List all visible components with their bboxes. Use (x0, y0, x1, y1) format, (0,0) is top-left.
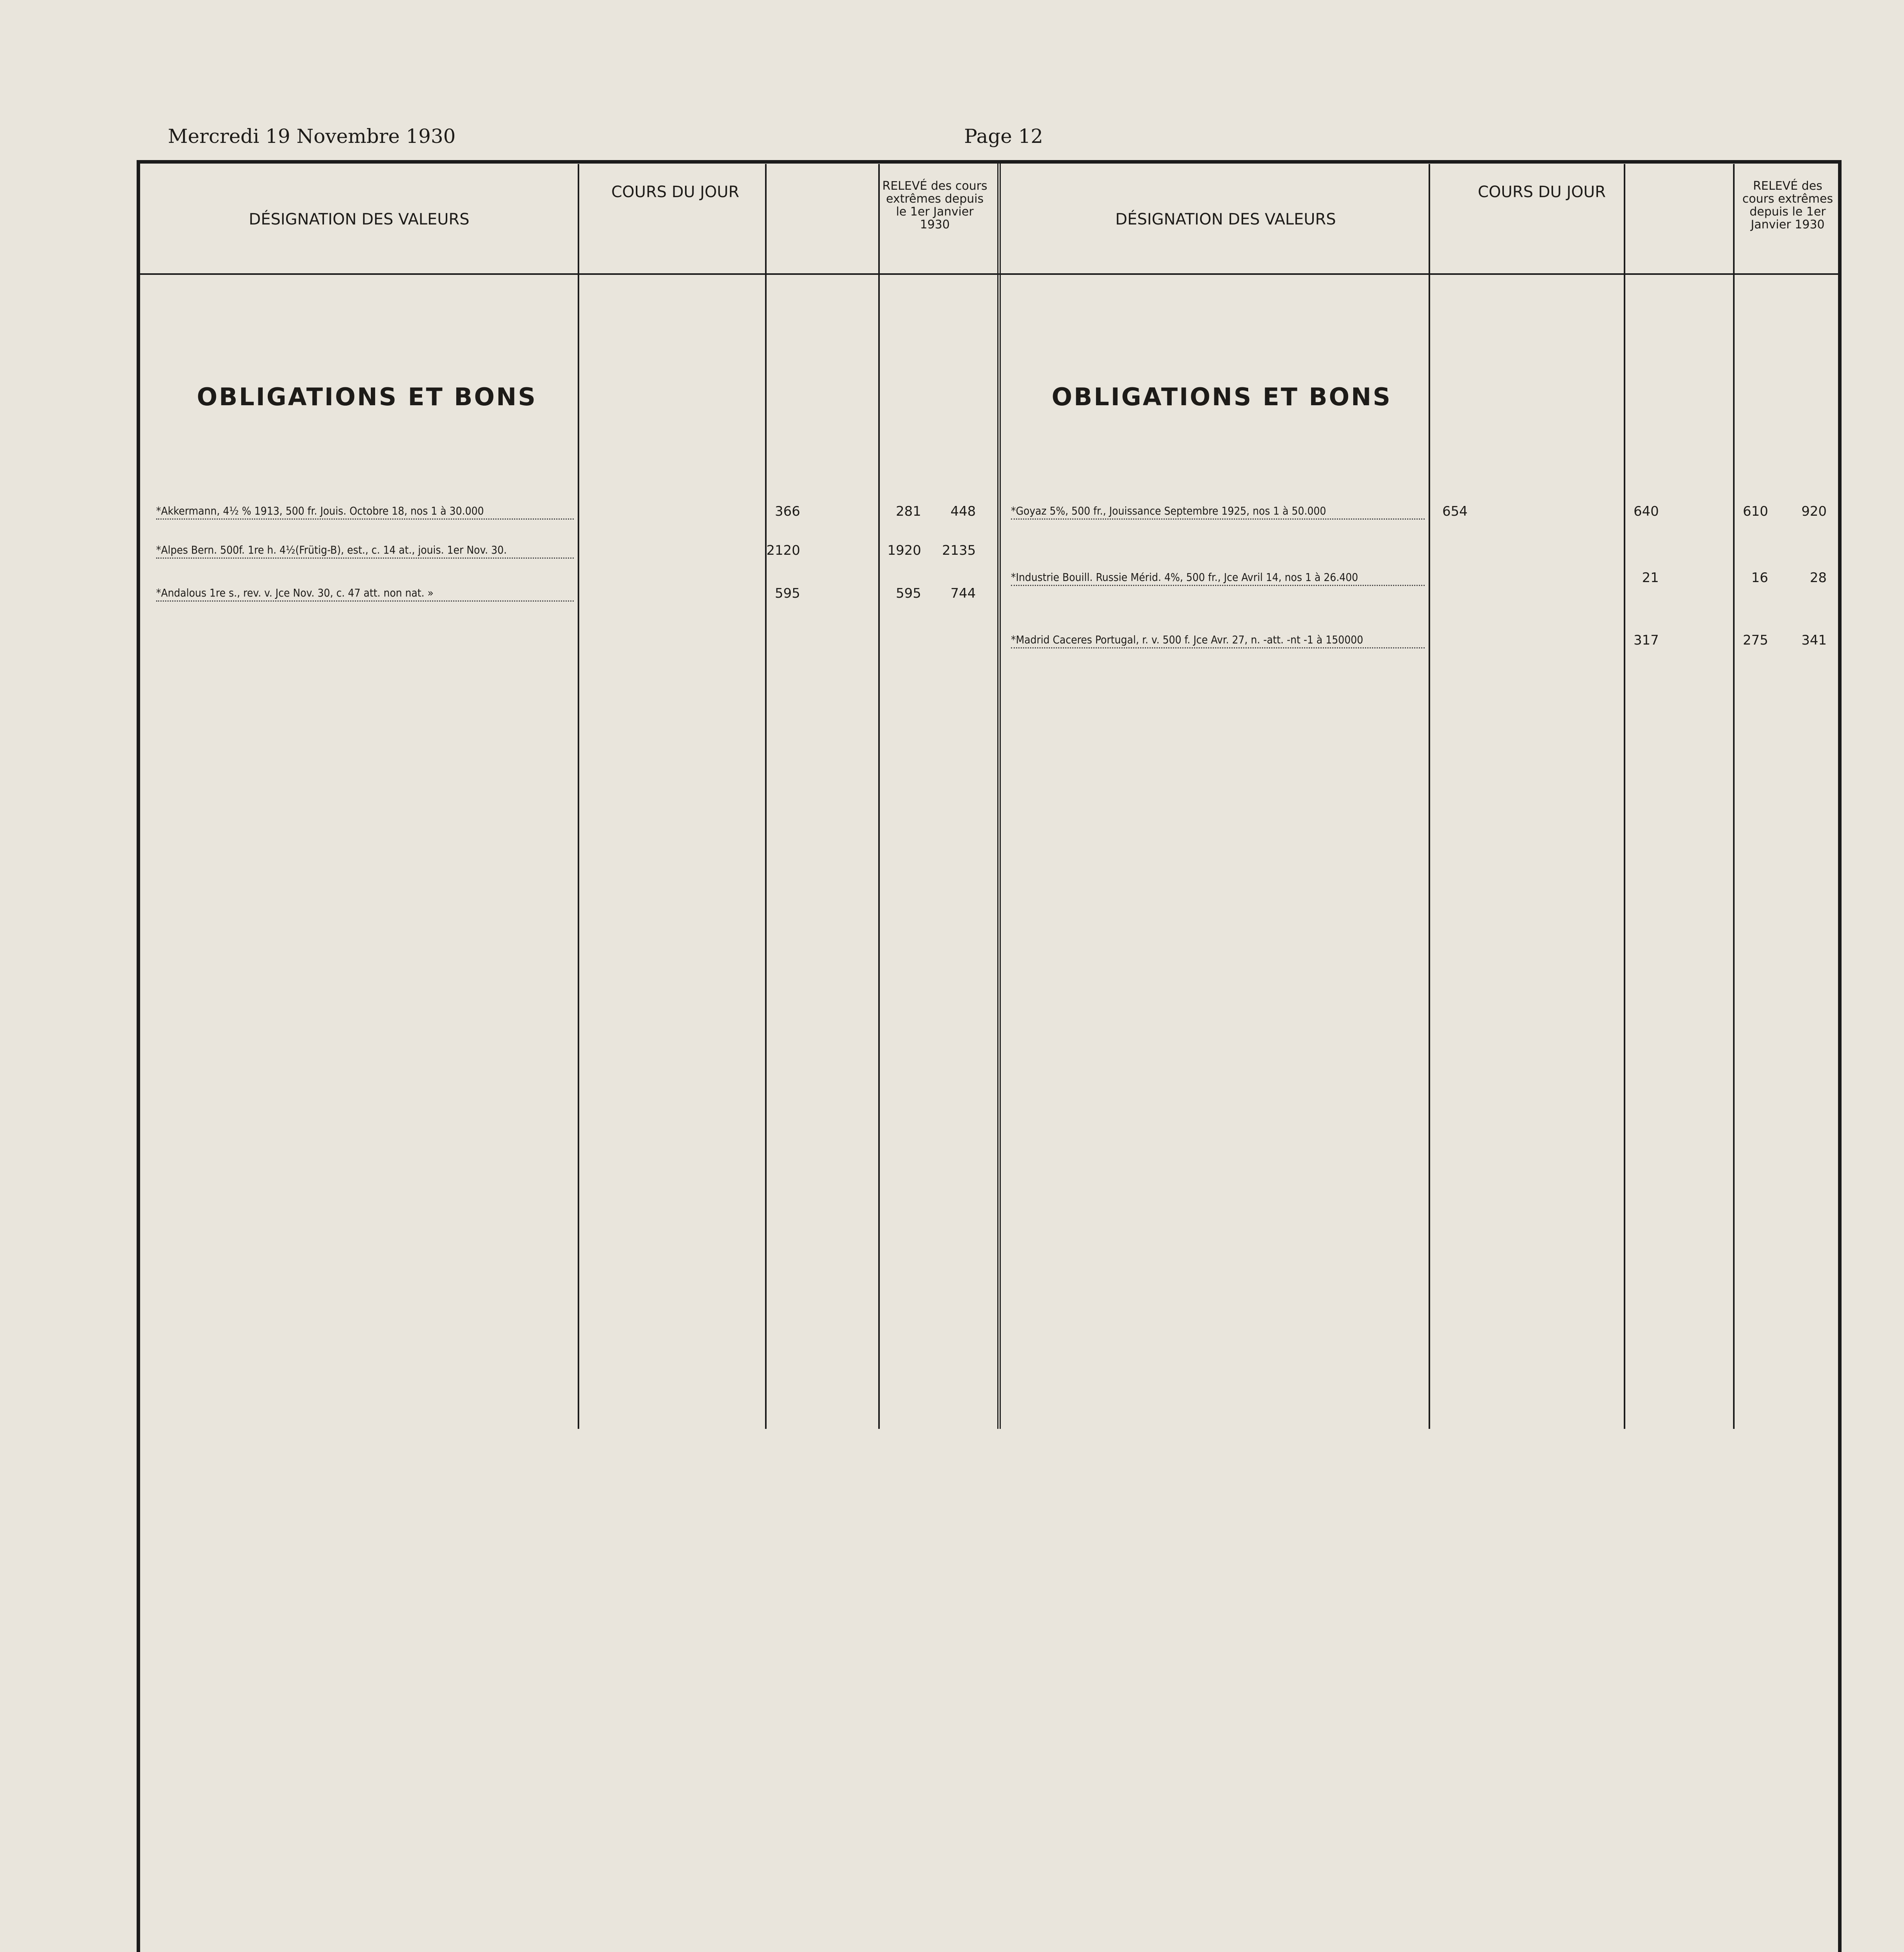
left-cours-du-jour: COURS DU JOUR (611, 183, 739, 201)
left-bond-3-high: 744 (950, 586, 976, 601)
left-bond-row-3: *Andalous 1re s., rev. v. Jce Nov. 30, c. 47 att. non nat. » (156, 586, 574, 602)
page-number: Page 12 (964, 125, 1043, 148)
right-col-rule-3 (1733, 164, 1735, 1429)
page-date: Mercredi 19 Novembre 1930 (168, 125, 456, 148)
right-releve-header: RELEVÉ des cours extrêmes depuis le 1er Janvier 1930 (1742, 179, 1833, 232)
right-bond-2-prec: 21 (1642, 570, 1659, 586)
left-section-title: OBLIGATIONS ET BONS (197, 383, 537, 411)
left-bond-3-prec: 595 (775, 586, 800, 601)
right-bond-1-first: 654 (1442, 504, 1468, 519)
right-cours-du-jour: COURS DU JOUR (1478, 183, 1606, 201)
right-bond-3-high: 341 (1801, 632, 1827, 648)
right-section-title: OBLIGATIONS ET BONS (1052, 383, 1392, 411)
left-releve-header: RELEVÉ des cours extrêmes depuis le 1er Janvier 1930 (882, 179, 988, 232)
left-bond-3-low: 595 (896, 586, 921, 601)
left-bond-row-2: *Alpes Bern. 500f. 1re h. 4½(Frütig-B), est., c. 14 at., jouis. 1er Nov. 30. (156, 543, 574, 559)
left-col-rule-2 (765, 164, 767, 1429)
left-bond-1-high: 448 (950, 504, 976, 519)
left-col-rule-1 (578, 164, 579, 1429)
center-divider (997, 160, 1001, 1429)
left-bond-2-high: 2135 (942, 543, 976, 558)
right-col-rule-2 (1624, 164, 1625, 1429)
right-bond-1-low: 610 (1743, 504, 1768, 519)
right-bond-3-prec: 317 (1634, 632, 1659, 648)
left-bond-1-low: 281 (896, 504, 921, 519)
right-bond-1-high: 920 (1801, 504, 1827, 519)
right-designation-header: DÉSIGNATION DES VALEURS (1115, 210, 1336, 228)
right-bond-2-low: 16 (1751, 570, 1768, 586)
right-bond-2-high: 28 (1810, 570, 1827, 586)
left-bond-1-prec: 366 (775, 504, 800, 519)
left-bond-2-prec: 2120 (766, 543, 800, 558)
right-bond-1-prec: 640 (1634, 504, 1659, 519)
right-bond-3-low: 275 (1743, 632, 1768, 648)
right-bond-row-1: *Goyaz 5%, 500 fr., Jouissance Septembre 1925, nos 1 à 50.000 (1011, 504, 1425, 520)
left-bond-row-1: *Akkermann, 4½ % 1913, 500 fr. Jouis. Octobre 18, nos 1 à 30.000 (156, 504, 574, 520)
right-bond-row-3: *Madrid Caceres Portugal, r. v. 500 f. Jce Avr. 27, n. -att. -nt -1 à 150000 (1011, 632, 1425, 648)
left-col-rule-3 (878, 164, 880, 1429)
right-col-rule-1 (1429, 164, 1430, 1429)
bonds-table-frame (137, 160, 1842, 1952)
header-divider (140, 273, 1838, 275)
left-designation-header: DÉSIGNATION DES VALEURS (249, 210, 470, 228)
right-bond-row-2: *Industrie Bouill. Russie Mérid. 4%, 500 fr., Jce Avril 14, nos 1 à 26.400 (1011, 570, 1425, 586)
left-bond-2-low: 1920 (887, 543, 921, 558)
